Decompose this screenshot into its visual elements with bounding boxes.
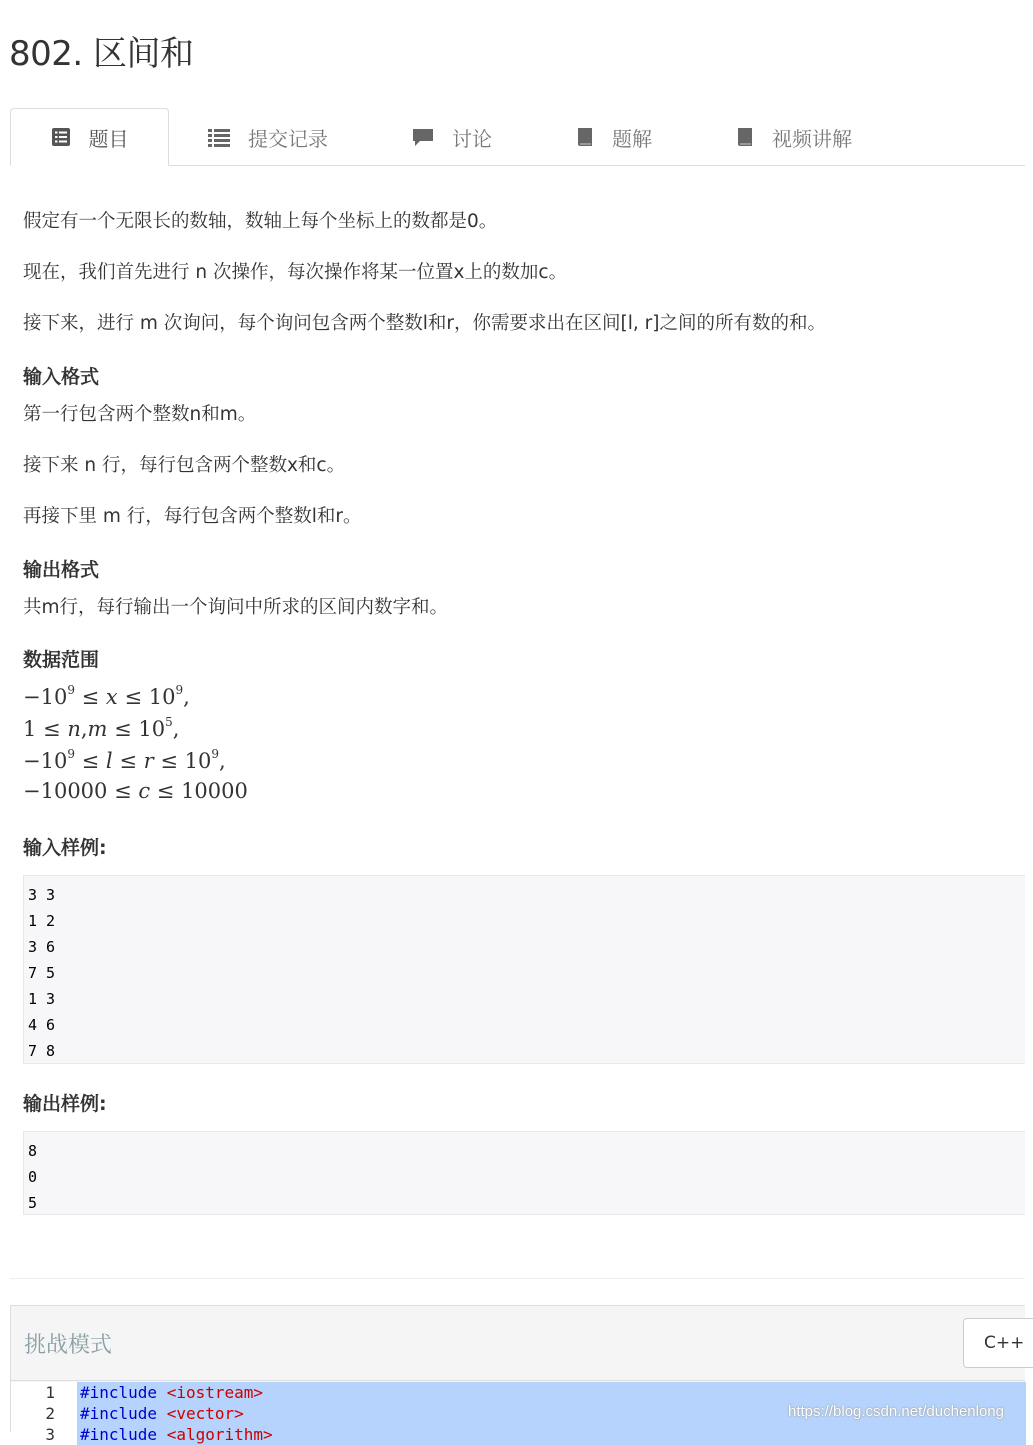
- problem-tabs: [10, 108, 1025, 166]
- data-range-heading: 数据范围: [23, 649, 100, 671]
- sample-input-line: 4 6: [28, 1016, 56, 1034]
- code-line[interactable]: #include <iostream>: [77, 1382, 1026, 1403]
- sample-input-line: 1 2: [28, 912, 56, 930]
- language-select[interactable]: C++: [963, 1318, 1033, 1368]
- sample-input-block[interactable]: [23, 875, 1025, 1064]
- input-format-heading: 输入格式: [23, 366, 100, 388]
- tab-submissions[interactable]: [208, 108, 358, 166]
- book-icon: [576, 126, 594, 148]
- section-divider: [10, 1278, 1025, 1279]
- code-line[interactable]: #include <algorithm>: [77, 1424, 1026, 1445]
- input-format-line: 再接下里 m 行，每行包含两个整数l和r。: [23, 506, 362, 527]
- tab-submissions-label: 提交记录: [248, 126, 328, 151]
- tab-video-label: 视频讲解: [772, 126, 852, 151]
- range-x: $-10^9 \le x \le 10^9$,: [23, 683, 190, 709]
- comment-icon: [412, 127, 434, 147]
- input-format-line: 第一行包含两个整数n和m。: [23, 404, 257, 425]
- sample-output-line: 0: [28, 1168, 38, 1186]
- tab-problem-label: 题目: [88, 126, 129, 151]
- line-number: 2: [45, 1404, 55, 1423]
- list-icon: [208, 127, 230, 147]
- sample-output-line: 8: [28, 1142, 38, 1160]
- sample-input-line: 3 6: [28, 938, 56, 956]
- line-number: 1: [45, 1383, 55, 1402]
- output-format-line: 共m行，每行输出一个询问中所求的区间内数字和。: [23, 597, 449, 618]
- sample-input-line: 7 5: [28, 964, 56, 982]
- sample-output-line: 5: [28, 1194, 38, 1212]
- tab-discussion[interactable]: [412, 108, 522, 166]
- line-number-gutter: [11, 1382, 77, 1442]
- tab-problem[interactable]: [10, 108, 169, 166]
- page-title: 802. 区间和: [9, 34, 194, 74]
- list-alt-icon: [51, 127, 71, 147]
- sample-input-line: 7 8: [28, 1042, 56, 1060]
- sample-input-line: 1 3: [28, 990, 56, 1008]
- challenge-mode-label[interactable]: 挑战模式: [24, 1333, 113, 1358]
- tab-video[interactable]: [736, 108, 886, 166]
- book-icon: [736, 126, 754, 148]
- output-format-heading: 输出格式: [23, 559, 100, 581]
- code-line[interactable]: #include <vector>: [77, 1403, 1026, 1424]
- range-l-r: $-10^9 \le l \le r \le 10^9$,: [23, 747, 226, 773]
- description-paragraph: 接下来，进行 m 次询问，每个询问包含两个整数l和r，你需要求出在区间[l, r]之间的所有数的和。: [23, 313, 826, 334]
- tab-solutions[interactable]: [576, 108, 686, 166]
- sample-input-line: 3 3: [28, 886, 56, 904]
- range-n-m: $1 \le n,m \le 10^5$,: [23, 715, 180, 741]
- description-paragraph: 假定有一个无限长的数轴，数轴上每个坐标上的数都是0。: [23, 211, 498, 232]
- sample-input-heading: 输入样例:: [23, 837, 107, 859]
- watermark: https://blog.csdn.net/duchenlong: [788, 1403, 1004, 1420]
- editor-header: [11, 1306, 1025, 1381]
- line-number: 3: [45, 1425, 55, 1444]
- description-paragraph: 现在，我们首先进行 n 次操作，每次操作将某一位置x上的数加c。: [23, 262, 568, 283]
- sample-output-heading: 输出样例:: [23, 1093, 107, 1115]
- tab-discussion-label: 讨论: [452, 126, 492, 151]
- range-c: −10000 ≤ c ≤ 10000: [23, 779, 248, 803]
- tab-solutions-label: 题解: [612, 126, 652, 151]
- input-format-line: 接下来 n 行，每行包含两个整数x和c。: [23, 455, 346, 476]
- sample-output-block[interactable]: [23, 1131, 1025, 1215]
